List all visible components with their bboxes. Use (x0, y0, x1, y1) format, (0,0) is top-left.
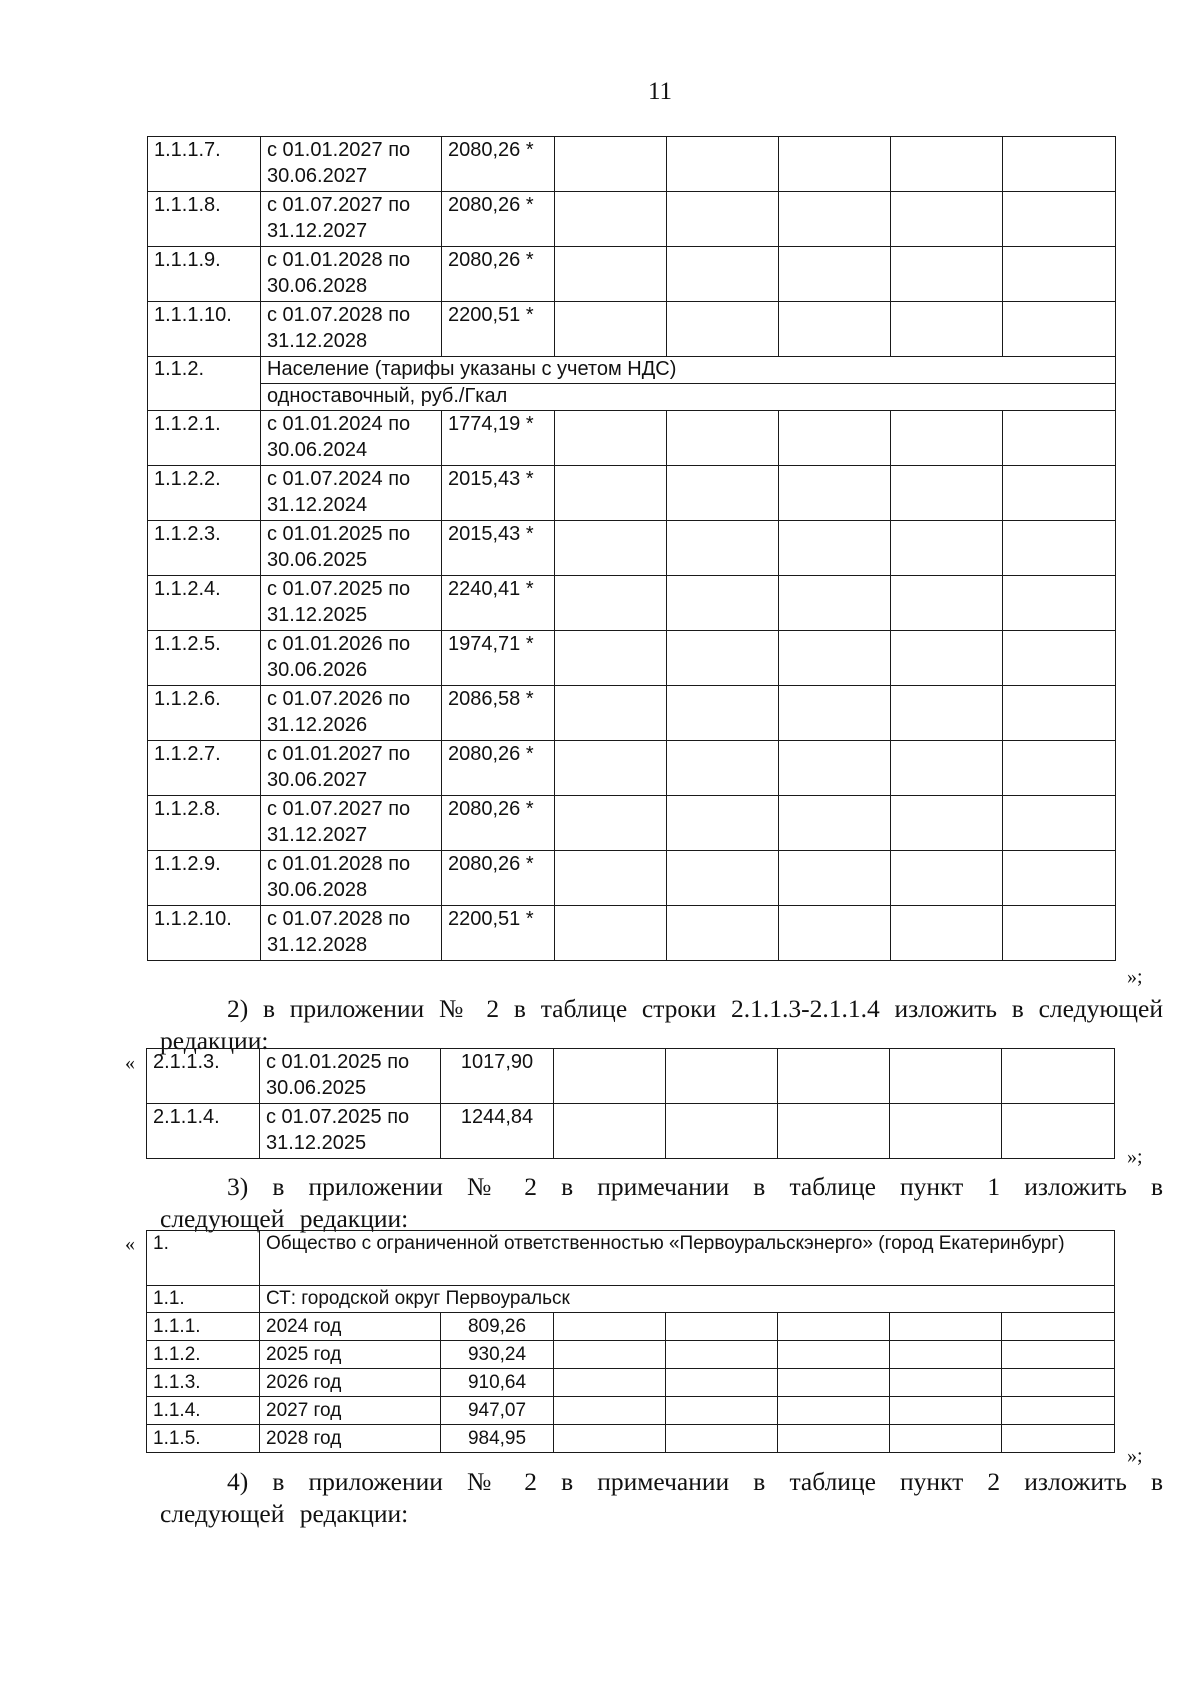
empty-cell (779, 247, 891, 302)
empty-cell (555, 411, 667, 466)
empty-cell (890, 1313, 1002, 1341)
org-name: Общество с ограниченной ответственностью «Первоуральскэнерго» (город Екатеринбург) (260, 1231, 1115, 1286)
empty-cell (779, 741, 891, 796)
empty-cell (1002, 1104, 1115, 1159)
section-row (148, 357, 1116, 384)
empty-cell (555, 906, 667, 961)
empty-cell (555, 741, 667, 796)
empty-cell (555, 521, 667, 576)
period-line: 30.06.2027 (267, 165, 368, 187)
tariff-row (148, 302, 1116, 357)
note-table (146, 1230, 1115, 1453)
empty-cell (779, 192, 891, 247)
empty-cell (779, 466, 891, 521)
row-period (261, 906, 442, 961)
closing-quote-3: »; (1127, 1445, 1143, 1467)
empty-cell (891, 302, 1003, 357)
empty-cell (778, 1049, 890, 1104)
row-value: 910,64 (441, 1369, 554, 1397)
empty-cell (891, 247, 1003, 302)
empty-cell (1002, 1313, 1115, 1341)
row-value: 930,24 (441, 1341, 554, 1369)
row-code: 1.1.2.2. (148, 466, 261, 521)
empty-cell (555, 247, 667, 302)
empty-cell (778, 1369, 890, 1397)
empty-cell (891, 741, 1003, 796)
year-row (147, 1397, 1115, 1425)
st-name: СТ: городской округ Первоуральск (260, 1286, 1115, 1313)
empty-cell (667, 466, 779, 521)
empty-cell (779, 521, 891, 576)
row-value: 2080,26 * (442, 192, 555, 247)
empty-cell (779, 796, 891, 851)
empty-cell (779, 302, 891, 357)
empty-cell (667, 796, 779, 851)
period-line: с 01.01.2025 по (266, 1051, 410, 1073)
empty-cell (1002, 1397, 1115, 1425)
row-period (261, 796, 442, 851)
org-code: 1. (147, 1231, 260, 1286)
row-code: 1.1.2.6. (148, 686, 261, 741)
empty-cell (1002, 1369, 1115, 1397)
empty-cell (1003, 796, 1116, 851)
year-row (147, 1425, 1115, 1453)
empty-cell (555, 302, 667, 357)
empty-cell (779, 137, 891, 192)
empty-cell (891, 192, 1003, 247)
row-year: 2028 год (260, 1425, 441, 1453)
period-line: 30.06.2025 (267, 549, 368, 571)
empty-cell (891, 631, 1003, 686)
row-period (261, 192, 442, 247)
empty-cell (890, 1104, 1002, 1159)
empty-cell (1002, 1049, 1115, 1104)
paragraph-2: 2) в приложении № 2 в таблице строки 2.1.1.3-2.1.1.4 изложить в следующей редакции: (160, 994, 1163, 1055)
row-period (261, 686, 442, 741)
row-year: 2027 год (260, 1397, 441, 1425)
row-value: 2240,41 * (442, 576, 555, 631)
period-line: с 01.07.2027 по (267, 194, 411, 216)
period-line: 31.12.2028 (267, 330, 368, 352)
row-period (261, 631, 442, 686)
row-code: 1.1.1.10. (148, 302, 261, 357)
tariff-row (148, 411, 1116, 466)
row-code: 1.1.2.8. (148, 796, 261, 851)
empty-cell (779, 906, 891, 961)
empty-cell (554, 1341, 666, 1369)
year-row (147, 1341, 1115, 1369)
row-code: 1.1.3. (147, 1369, 260, 1397)
tariff-row (148, 851, 1116, 906)
empty-cell (555, 796, 667, 851)
period-line: с 01.07.2025 по (267, 578, 411, 600)
empty-cell (667, 906, 779, 961)
row-code: 1.1.2. (147, 1341, 260, 1369)
row-value: 2015,43 * (442, 466, 555, 521)
section-subtitle: одноставочный, руб./Гкал (261, 384, 1116, 411)
empty-cell (555, 851, 667, 906)
section-code: 1.1.2. (148, 357, 261, 411)
row-code: 1.1.2.9. (148, 851, 261, 906)
empty-cell (890, 1369, 1002, 1397)
empty-cell (666, 1397, 778, 1425)
empty-cell (891, 521, 1003, 576)
row-period (261, 302, 442, 357)
row-code: 1.1.2.4. (148, 576, 261, 631)
period-line: с 01.07.2026 по (267, 688, 411, 710)
row-value: 2200,51 * (442, 906, 555, 961)
empty-cell (1003, 576, 1116, 631)
row-period (261, 466, 442, 521)
row-value: 2080,26 * (442, 137, 555, 192)
row-period (261, 741, 442, 796)
period-line: 30.06.2028 (267, 275, 368, 297)
period-line: с 01.07.2028 по (267, 304, 411, 326)
empty-cell (1003, 466, 1116, 521)
row-period (260, 1104, 441, 1159)
period-line: с 01.01.2028 по (267, 853, 411, 875)
row-code: 2.1.1.4. (147, 1104, 260, 1159)
period-line: с 01.01.2026 по (267, 633, 411, 655)
period-line: с 01.01.2028 по (267, 249, 411, 271)
tariff-row (148, 576, 1116, 631)
row-value: 2086,58 * (442, 686, 555, 741)
empty-cell (1003, 137, 1116, 192)
empty-cell (554, 1397, 666, 1425)
period-line: с 01.01.2024 по (267, 413, 411, 435)
tariff-row (148, 906, 1116, 961)
period-line: с 01.01.2027 по (267, 139, 411, 161)
row-code: 2.1.1.3. (147, 1049, 260, 1104)
row-code: 1.1.1.8. (148, 192, 261, 247)
empty-cell (891, 686, 1003, 741)
empty-cell (667, 192, 779, 247)
empty-cell (554, 1049, 666, 1104)
section-subtitle-row (148, 384, 1116, 411)
empty-cell (667, 686, 779, 741)
empty-cell (555, 466, 667, 521)
empty-cell (554, 1425, 666, 1453)
empty-cell (1003, 521, 1116, 576)
row-code: 1.1.2.10. (148, 906, 261, 961)
period-line: с 01.07.2024 по (267, 468, 411, 490)
row-code: 1.1.5. (147, 1425, 260, 1453)
period-line: 31.12.2027 (267, 220, 368, 242)
row-period (261, 247, 442, 302)
empty-cell (778, 1313, 890, 1341)
empty-cell (666, 1104, 778, 1159)
tariff-row (148, 631, 1116, 686)
tariff-row (148, 466, 1116, 521)
row-value: 2080,26 * (442, 851, 555, 906)
row-year: 2025 год (260, 1341, 441, 1369)
tariff-row (148, 137, 1116, 192)
period-line: 30.06.2024 (267, 439, 368, 461)
period-line: 30.06.2027 (267, 769, 368, 791)
empty-cell (667, 247, 779, 302)
empty-cell (891, 466, 1003, 521)
empty-cell (1003, 686, 1116, 741)
org-row (147, 1231, 1115, 1286)
empty-cell (1003, 192, 1116, 247)
row-year: 2024 год (260, 1313, 441, 1341)
row-period (261, 851, 442, 906)
period-line: 30.06.2026 (267, 659, 368, 681)
empty-cell (778, 1341, 890, 1369)
empty-cell (554, 1369, 666, 1397)
row-code: 1.1.1. (147, 1313, 260, 1341)
empty-cell (666, 1341, 778, 1369)
period-line: 31.12.2025 (267, 604, 368, 626)
empty-cell (1002, 1341, 1115, 1369)
empty-cell (1003, 906, 1116, 961)
tariff-row (148, 686, 1116, 741)
row-value: 2080,26 * (442, 247, 555, 302)
tariff-row (147, 1104, 1115, 1159)
period-line: 31.12.2026 (267, 714, 368, 736)
tariff-row (148, 247, 1116, 302)
period-line: с 01.07.2027 по (267, 798, 411, 820)
empty-cell (779, 631, 891, 686)
tariff-row (147, 1049, 1115, 1104)
empty-cell (891, 411, 1003, 466)
row-value: 984,95 (441, 1425, 554, 1453)
empty-cell (554, 1313, 666, 1341)
opening-quote-3: « (125, 1233, 135, 1255)
row-value: 2080,26 * (442, 796, 555, 851)
empty-cell (779, 851, 891, 906)
empty-cell (667, 137, 779, 192)
row-value: 1774,19 * (442, 411, 555, 466)
empty-cell (890, 1341, 1002, 1369)
empty-cell (1003, 247, 1116, 302)
empty-cell (666, 1425, 778, 1453)
empty-cell (778, 1104, 890, 1159)
empty-cell (667, 741, 779, 796)
empty-cell (555, 576, 667, 631)
empty-cell (667, 521, 779, 576)
empty-cell (890, 1049, 1002, 1104)
period-line: с 01.07.2028 по (267, 908, 411, 930)
period-line: с 01.01.2025 по (267, 523, 411, 545)
tariff-row (148, 796, 1116, 851)
empty-cell (554, 1104, 666, 1159)
period-line: 31.12.2027 (267, 824, 368, 846)
tariff-row (148, 192, 1116, 247)
row-code: 1.1.2.3. (148, 521, 261, 576)
paragraph-4: 4) в приложении № 2 в примечании в таблице пункт 2 изложить в следующей редакции: (160, 1467, 1163, 1528)
row-period (261, 411, 442, 466)
empty-cell (779, 576, 891, 631)
year-row (147, 1313, 1115, 1341)
period-line: с 01.07.2025 по (266, 1106, 410, 1128)
empty-cell (555, 192, 667, 247)
row-year: 2026 год (260, 1369, 441, 1397)
period-line: 31.12.2028 (267, 934, 368, 956)
empty-cell (1003, 411, 1116, 466)
empty-cell (1002, 1425, 1115, 1453)
row-period (261, 137, 442, 192)
empty-cell (1003, 631, 1116, 686)
empty-cell (779, 411, 891, 466)
period-line: 30.06.2025 (266, 1077, 367, 1099)
empty-cell (890, 1425, 1002, 1453)
empty-cell (891, 137, 1003, 192)
empty-cell (1003, 302, 1116, 357)
tariff-row (148, 741, 1116, 796)
empty-cell (666, 1313, 778, 1341)
closing-quote-2: »; (1127, 1146, 1143, 1168)
empty-cell (778, 1425, 890, 1453)
row-code: 1.1.2.1. (148, 411, 261, 466)
empty-cell (779, 686, 891, 741)
empty-cell (891, 906, 1003, 961)
row-period (261, 521, 442, 576)
opening-quote-2: « (125, 1052, 135, 1074)
empty-cell (891, 851, 1003, 906)
row-value: 2200,51 * (442, 302, 555, 357)
row-code: 1.1.1.9. (148, 247, 261, 302)
empty-cell (555, 137, 667, 192)
row-value: 2080,26 * (442, 741, 555, 796)
empty-cell (555, 686, 667, 741)
row-code: 1.1.2.7. (148, 741, 261, 796)
empty-cell (891, 796, 1003, 851)
st-row (147, 1286, 1115, 1313)
row-period (261, 576, 442, 631)
st-code: 1.1. (147, 1286, 260, 1313)
period-line: 31.12.2025 (266, 1132, 367, 1154)
row-code: 1.1.2.5. (148, 631, 261, 686)
row-value: 1974,71 * (442, 631, 555, 686)
year-row (147, 1369, 1115, 1397)
row-code: 1.1.1.7. (148, 137, 261, 192)
period-line: 30.06.2028 (267, 879, 368, 901)
empty-cell (667, 631, 779, 686)
row-value: 2015,43 * (442, 521, 555, 576)
period-line: 31.12.2024 (267, 494, 368, 516)
empty-cell (666, 1369, 778, 1397)
page-number: 11 (647, 78, 673, 105)
section-title: Население (тарифы указаны с учетом НДС) (261, 357, 1116, 384)
row-period (260, 1049, 441, 1104)
empty-cell (555, 631, 667, 686)
empty-cell (667, 411, 779, 466)
empty-cell (667, 302, 779, 357)
empty-cell (667, 851, 779, 906)
row-value: 1017,90 (441, 1049, 554, 1104)
empty-cell (667, 576, 779, 631)
empty-cell (1003, 851, 1116, 906)
tariff-table-2 (146, 1048, 1115, 1159)
tariff-table-continuation (147, 136, 1116, 961)
empty-cell (890, 1397, 1002, 1425)
empty-cell (1003, 741, 1116, 796)
period-line: с 01.01.2027 по (267, 743, 411, 765)
paragraph-3: 3) в приложении № 2 в примечании в таблице пункт 1 изложить в следующей редакции: (160, 1172, 1163, 1233)
row-value: 809,26 (441, 1313, 554, 1341)
empty-cell (891, 576, 1003, 631)
tariff-row (148, 521, 1116, 576)
empty-cell (666, 1049, 778, 1104)
row-value: 1244,84 (441, 1104, 554, 1159)
row-value: 947,07 (441, 1397, 554, 1425)
empty-cell (778, 1397, 890, 1425)
row-code: 1.1.4. (147, 1397, 260, 1425)
closing-quote-1: »; (1127, 966, 1143, 988)
